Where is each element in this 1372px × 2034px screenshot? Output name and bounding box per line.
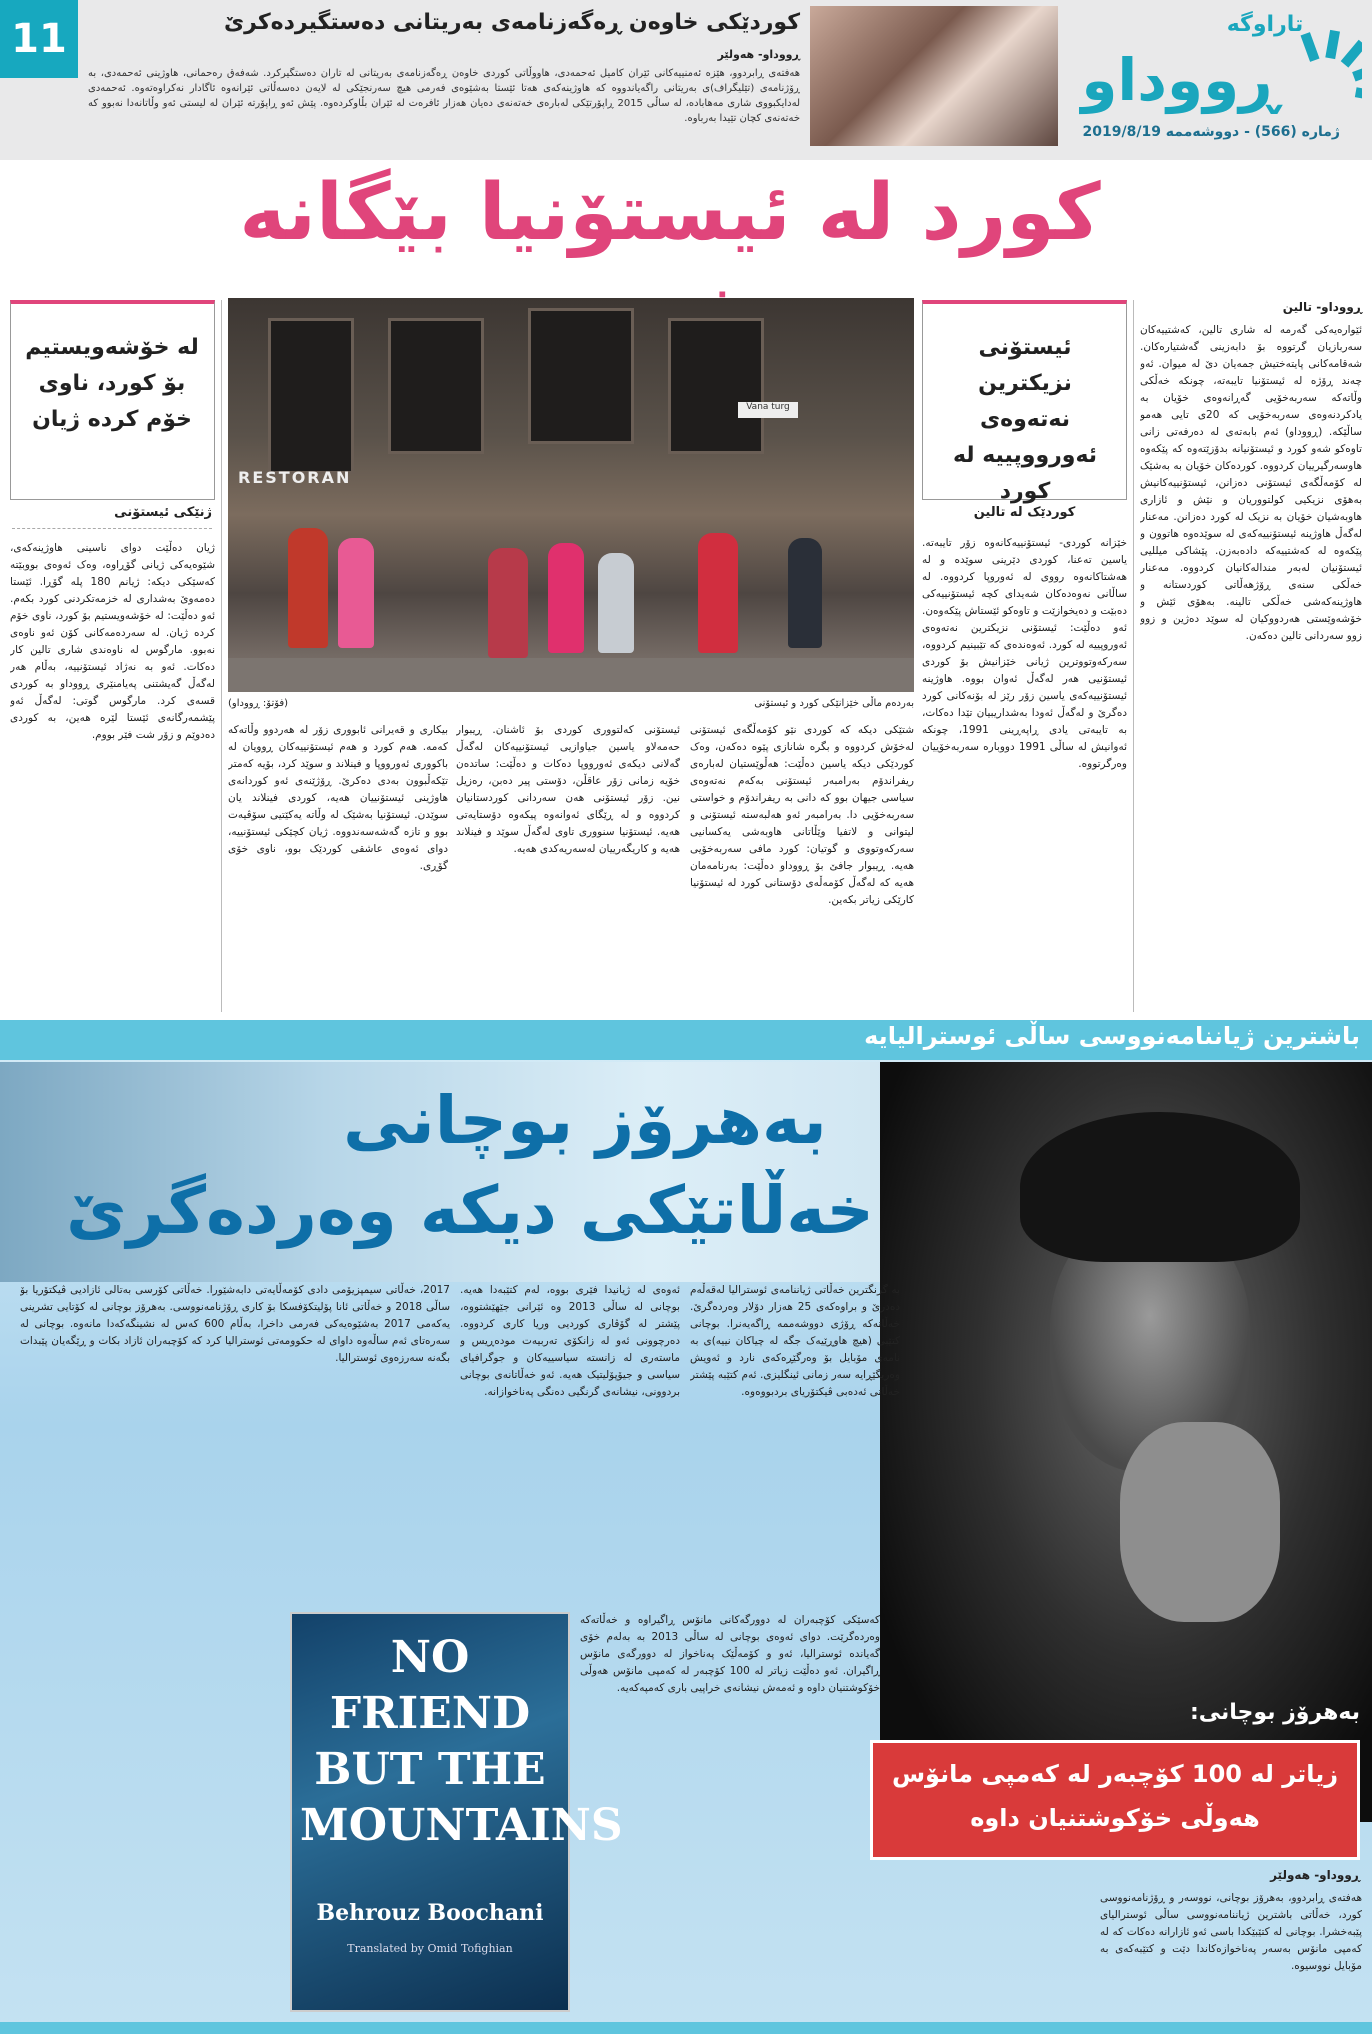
photo-person (698, 533, 738, 653)
book-title: NO FRIEND BUT THE MOUNTAINS (300, 1632, 623, 1851)
book-translator: Translated by Omid Tofighian (347, 1942, 513, 1955)
feature-headline-line2: خەڵاتێکی دیکە وەردەگرێ (66, 1172, 874, 1249)
book-author: Behrouz Boochani (316, 1900, 544, 1926)
feature-strap: باشترین ژیاننامەنووسی ساڵی ئوسترالیایە (864, 1022, 1360, 1050)
photo-person (788, 538, 822, 648)
page-number: 11 (0, 0, 78, 78)
pull-quote-left: لە خۆشەویستیم بۆ کورد، ناوی خۆم کردە ژیان (25, 335, 199, 432)
feature-quote: زیاتر لە 100 کۆچبەر لە کەمپی مانۆس هەوڵی خۆکوشتنیان داوە (891, 1760, 1339, 1832)
header-news-body: هەفتەی ڕابردوو، هێزە ئەمنییەکانی ئێران کامیل ئەحمەدی، هاووڵاتی کوردی خاوەن ڕەگەزنامەی بەریتانی لە تاران دەستگیرکرد. شەفەق رەحمانی، هاوژینی ئەحمەدی، بە ڕۆژنامەی (تێلیگراف)ی بەریتانی راگەیاندووە کە هاوژینەکەی هەتا ئێستا بەشێوەی فەرمی هیچ سەرنجێکی لە لایەن دەسەڵاتی ئێرانەوە ئاگادار نەکراوەتەوە. ئەحمەدی لەدایکبووی شاری مەهابادە، لە ساڵی 2015 ڕاپۆرتێکی لەبارەی خەتەنەی دەیان هەزار ئافرەت لە ئێران بڵاوکردەوە. پێش ئەو ڕاپۆرتە ئێران لە لیستی ئەو وڵاتانەدا نەبوو کە خەتەنەی کچان تێیدا بەرباوە. (88, 68, 800, 124)
logo-subtitle: تاراوگە (1226, 12, 1304, 37)
feature-column-4: ئەوەی لە ژیانیدا فێری بووە، لەم کتێبەدا هەیە. بوچانی لە ساڵی 2013 وە ئێرانی جێهێشتووە، پێشتر لە گۆڤاری کوردیی وریا کاری کردووە. دەرچوونی ئەو لە زانکۆی تەربیەت مودەڕیس و ماستەری لە زانستە سیاسییەکان و جوگرافیای سیاسی و جیۆپۆلیتیک هەیە. ئەو خەڵاتانەی بوچانی بردوونی، نیشانەی گرنگیی دەنگی پەناخوازانە. (460, 1284, 680, 1398)
column-divider (1133, 300, 1134, 1012)
header-news-byline: ڕووداو- هەولێر (717, 48, 800, 61)
feature-column-3: بە گرنگترین خەڵاتی ژیاننامەی ئوسترالیا لەقەڵەم دەدرێ و براوەکەی 25 هەزار دۆلار وەردەگرێ. خەڵاتەکە ڕۆژی دووشەممە ڕاگەیەنرا. بوچانی کتێبی (هیچ هاوڕێیەک جگە لە چیاکان نییە)ی بە نامەی مۆبایل بۆ وەرگێڕەکەی نارد و ئەویش وەریگێڕایە سەر زمانی ئینگلیزی. ئەم کتێبە پێشتر خەڵاتی ئەدەبی ڤیکتۆریای بردبووەوە. (690, 1284, 900, 1398)
feature-byline: ڕووداو- هەولێر (1270, 1868, 1360, 1882)
pull-quote-mid-attribution: کوردێک لە تالین (973, 505, 1076, 520)
article-photo (228, 298, 914, 692)
photo-caption: بەردەم ماڵی خێزانێکی کورد و ئیستۆنی (754, 698, 914, 709)
issue-date: ژمارە (566) - دووشەممە 2019/8/19 (1082, 124, 1340, 140)
photo-street (228, 658, 914, 692)
photo-person (338, 538, 374, 648)
portrait-hair (1020, 1112, 1300, 1262)
header-news-title: کوردێکی خاوەن ڕەگەزنامەی بەریتانی دەستگیردەکرێ (223, 10, 800, 35)
article-column-1: ئێوارەیەکی گەرمە لە شاری تالین، کەشتییەکان سەربازیان گرتووە بۆ دابەزینی گەشتیارەکان. شەقامەکانی پایتەختیش جمەیان دێ لە میوان. ئەو چەند ڕۆژە لە ئیستۆنیا تایبەتە، چونکە خەڵکی وڵاتەکە سەربەخۆیی گەڕانەوەی خۆیان بە یادکردنەوەی سەربەخۆیی کە 20ی تایی هەمو ساڵێکە. (ڕووداو) ئەم بابەتەی لە دەرفەتی زانی تاوەکو شەو کورد و ئیستۆنیانە بدۆزێتەوە کە پێکەوە هاوسەرگیرییان کردووە. کوردەکان خۆیان بە بەشێک لە کۆمەڵگەی ئیستۆنی دەزانن، ئیستۆنییەکانیش بەهۆی نزیکیی کولتووریان و نێش و ئازاری هاوبەشیان خۆیان بە نزیک لە کورد دەزانن. مەعنار لەگەڵ هاوژینە ئیستۆنییەکەی لە سوێدەوە هاتوون و پێکەوە لە کەشتییەکە دادەبەزن. پێشاکی میللیی ئیستۆنیان لەبەر مندالەکانیان کردووە. مەعنار خەڵکی سنەی ڕۆژهەڵاتی کوردستانە و هاوژینەکەشی خەڵکی تالینە. بەهۆی ئێش و خۆشەوێستی هەردووکیان لە سوێد دەژین و زوو زوو سەردانی تالین دەکەن. (1140, 324, 1362, 642)
feature-headline-line1: بەهرۆز بوچانی (343, 1082, 827, 1159)
logo-wordmark: ڕووداو (1081, 46, 1279, 114)
photo-window (388, 318, 484, 454)
article-column-5: بیکاری و قەیرانی ئابووری زۆر لە هەردوو وڵاتەکە کەمە. هەم کورد و هەم ئیستۆنییەکان ڕوویان لە باکووری ئەورووپا و فینلاند و سوێد کرد، بۆیە کەمتر تێکەڵبوون بەدی دەکرێ. ڕۆژێنەی ئەو کوردانەی هاوژینی ئیستۆنییان هەیە، کوردی فینلاند یان سوێدن. ئیستۆنیا بەشێک لە وڵاتە یەکێتیی سۆڤیەت بوو و تازە گەشەسەندووە. ژیان کچێکی ئیستۆنییە، دوای ئەوەی عاشقی کوردێک بوو، ناوی خۆی گۆڕی. (228, 724, 448, 872)
article-column-3: شتێکی دیکە کە کوردی نێو کۆمەڵگەی ئیستۆنی لەخۆش کردووە و بگرە شانازی پێوە دەکەن، وەک کوردێکی دیکە یاسین دەڵێت: هەڵوێستیان لەبارەی ریفراندۆم بەرامبەر ئیستۆنی بەکەم نەتەوەی سیاسی جیهان بوو کە دانی بە ریفراندۆم و خواستی سەربەخۆیی دا. بەرامبەر ئەو هەلبەستە ئیستۆنی و لیتوانی و لاتفیا وێڵاتانی هاوبەشی یەکسانیی سەرکەوتووی و گوتیان: کورد مافی سەربەخۆیی هەیە. ڕیبوار جافێ بۆ ڕووداو دەڵێت: بەرنامەمان هەیە کە لەگەڵ کۆمەڵەی دۆستانی کورد لە ئیستۆنیا کارێکی زیاتر بکەین. (690, 724, 914, 906)
photo-person (288, 528, 328, 648)
photo-sign-restoran: RESTORAN (238, 468, 352, 487)
pull-quote-left-attribution: ژنێکی ئیستۆنی (12, 505, 212, 529)
photo-window (528, 308, 634, 444)
photo-window (268, 318, 354, 474)
portrait-hand (1120, 1422, 1280, 1622)
pull-quote-mid: ئیستۆنی نزیکترین نەتەوەی ئەورووپییە لە کورد (952, 335, 1098, 504)
feature-column-1: هەفتەی ڕابردوو، بەهرۆز بوچانی، نووسەر و ڕۆژنامەنووسی کورد، خەڵاتی باشترین ژیاننامەنووسی ساڵی ئوسترالیای پێبەخشرا. بوچانی لە کتێبێکدا باسی ئەو ئازارانە دەکات کە لە کەمپی مانۆس بەسەر پەناخوازەکاندا دێت و کتێبەکەی بە مۆبایل نووسیوە. (1100, 1892, 1362, 1972)
header-photo (810, 6, 1058, 146)
photo-credit: (فۆتۆ: ڕووداو) (228, 698, 289, 709)
feature-column-2: کەسێکی کۆچبەران لە دوورگەکانی مانۆس ڕاگیراوە و خەڵاتەکە وەردەگرێت. دوای ئەوەی بوچانی لە ساڵی 2013 بە بەلەم خۆی گەیاندە ئوسترالیا، ئەو و کۆمەڵێک پەناخواز لە دوورگەی مانۆس ڕاگیران. ئەو دەڵێت زیاتر لە 100 کۆچبەر لە کەمپی مانۆس هەوڵی خۆکوشتنیان داوە و ئەمەش نیشانەی خراپیی باری کەمپەکەیە. (580, 1614, 880, 1694)
article-column-6: ژیان دەڵێت دوای ناسینی هاوژینەکەی، شێوەیەکی ژیانی گۆڕاوە، وەک ئەوەی بووبێتە کەسێکی دیکە: ژیانم 180 پلە گۆڕا. ئێستا دەمەوێ بەشداری لە خزمەتکردنی کورد بکەم. ئەو دەڵێت: لە خۆشەویستیم بۆ کورد، ناوی خۆم کردە ژیان. لە سەردەمەکانی کۆن ئەو ناوەی نەبوو. مارگوس لە ناوەندی شاری تالین کار دەکات. ئەو بە نەژاد ئیستۆنییە، بەڵام هەر لەگەڵ گەیشتنی پەیامنێری ڕووداو بە کوردی قسەی کرد. مارگوس گوتی: لەگەڵ ئەو پێشمەرگانەی ئێستا لێرە هەین، بە کوردی دەدوێم و زۆر شت فێر بووم. (10, 542, 215, 741)
feature-column-5: 2017، خەڵاتی سیمپزیۆمی دادی کۆمەڵایەتی دابەشێورا. خەڵاتی کۆرسی بەتالی ئازادیی ڤیکتۆریا بۆ ساڵی 2018 و خەڵاتی ئانا پۆلیتکۆفسکا بۆ کاری ڕۆژنامەنووسی. بەهرۆز بوچانی لە کۆتایی تشرینی یەکەمی 2017 بەشێوەیەکی فەرمی داخرا، بەڵام 600 کەس لە نشینگەکەدا مانەوە. بوچانی لە سەرەتای ئەم ساڵەوە داوای لە حکوومەتی ئوسترالیا کرد کە کۆچبەران ئازاد بکات و ڕێگەیان پێبدات بگەنە سەرزەوی ئوسترالیا. (20, 1284, 450, 1364)
article-column-4: ئیستۆنی کەلتووری کوردی بۆ ئاشنان. ڕیبوار حەمەلاو یاسین جیاوازیی ئیستۆنییەکان لەگەڵ گەلانی دیکەی ئەورووپا دەکات و دەڵێت: ساتدەن خۆیە زمانی زۆر عاقڵن، دۆستی پیر دەبن، رەزیل نین. زۆر ئیستۆنی هەن سەردانی کوردستانیان کردووە و لە ڕێگای ئەوانەوە پیکەوە دۆستایەتی هەیە. ئیستۆنیا سنووری تاوی لەگەڵ سوێد و فینلاند هەیە و کاریگەرییان لەسەریەکدی هەیە. (456, 724, 680, 855)
photo-person (488, 548, 528, 658)
feature-quote-speaker: بەهرۆز بوچانی: (1189, 1700, 1360, 1725)
article-byline: ڕووداو- تالین (1282, 300, 1362, 314)
footer-bar (0, 2022, 1372, 2034)
article-column-2: خێزانە کوردی- ئیستۆنییەکانەوە زۆر تایبەتە. یاسین تەعنا، کوردی دێرینی سوێدە و لە هەشتاکانەوە رووی لە ئەوروپا کردووە. لە ساڵانی نەوەدەکان شەیدای کچە ئیستۆنییەکی دەبێت و دەیخوازێت و تاوەکو ئێستاش پێکەوەن. ئەو دەڵێت: ئیستۆنی نزیکترین نەتەوەی ئەوروپییە لە کورد. ئەوەندەی کە تێبینیم کردووە، سەرکەوتووترین ژیانی خێزانیش بۆ کوردی ئیستۆنیی هەر لەگەڵ ئەوان بووە. هاوژینە ئیستۆنییەکەی یاسین زۆر رێز لە بۆنەکانی کورد دەگرێ و لەگەڵ ئەودا بەشداریبیان تێدا دەکات، بە تایبەتی یادی ڕاپەڕینی 1991، چونکە ئەوانیش لە ساڵی 1991 دووبارە سەربەخۆییان وەرگرتووە. (922, 537, 1127, 770)
photo-person (548, 543, 584, 653)
main-headline: کورد لە ئیستۆنیا بێگانە (239, 168, 1101, 258)
photo-window (668, 318, 764, 454)
column-divider (221, 300, 222, 1012)
photo-street-sign: Vana turg (738, 402, 798, 418)
photo-person (598, 553, 634, 653)
